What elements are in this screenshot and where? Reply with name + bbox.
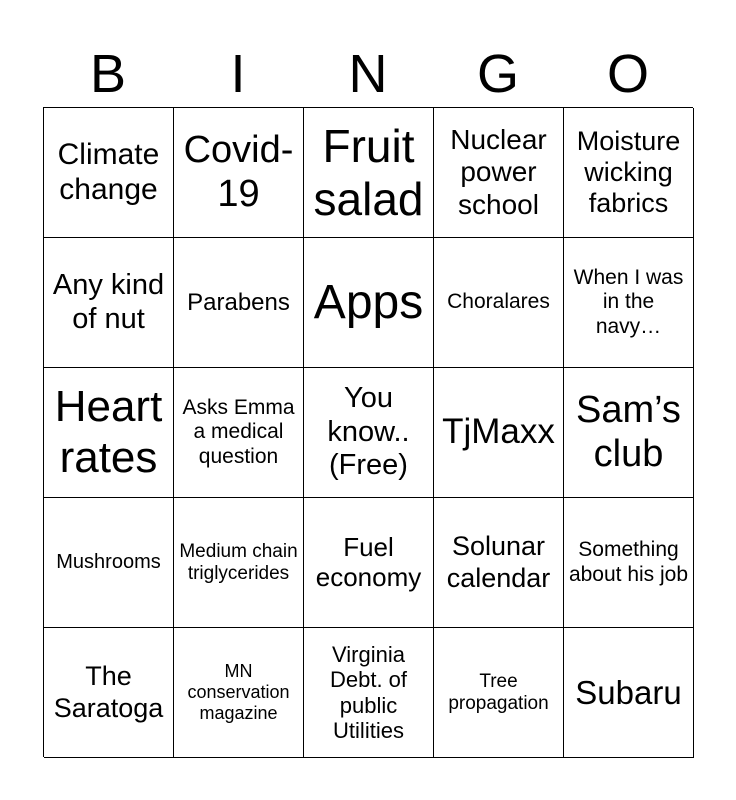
bingo-cell[interactable] xyxy=(564,368,694,498)
bingo-cell[interactable] xyxy=(44,238,174,368)
cell-text: Subaru xyxy=(575,673,682,711)
bingo-cell[interactable] xyxy=(434,498,564,628)
header-letter-g: G xyxy=(476,44,519,104)
cell-text: Fuel economy xyxy=(315,531,422,592)
bingo-header xyxy=(43,40,693,108)
cell-text: Heart rates xyxy=(54,381,163,482)
bingo-cell[interactable] xyxy=(304,108,434,238)
cell-text: Solunar calendar xyxy=(446,531,551,593)
bingo-cell[interactable] xyxy=(304,368,434,498)
bingo-cell[interactable] xyxy=(44,108,174,238)
cell-text: Sam’s club xyxy=(576,388,681,475)
bingo-cell[interactable] xyxy=(174,368,304,498)
cell-text: Choralares xyxy=(447,290,550,314)
cell-text: Fruit salad xyxy=(313,119,424,225)
cell-text: Asks Emma a medical question xyxy=(182,396,295,468)
bingo-cell[interactable] xyxy=(174,108,304,238)
bingo-board xyxy=(43,107,693,757)
bingo-cell[interactable] xyxy=(434,108,564,238)
bingo-cell[interactable] xyxy=(434,368,564,498)
bingo-cell[interactable] xyxy=(44,628,174,758)
cell-text: The Saratoga xyxy=(53,661,164,723)
bingo-cell[interactable] xyxy=(434,628,564,758)
cell-text: Tree propagation xyxy=(448,670,549,714)
header-letter-i: I xyxy=(230,44,246,104)
bingo-cell[interactable] xyxy=(174,238,304,368)
bingo-cell[interactable] xyxy=(174,628,304,758)
bingo-cell[interactable] xyxy=(564,628,694,758)
bingo-cell[interactable] xyxy=(304,628,434,758)
cell-text: Mushrooms xyxy=(56,551,161,573)
cell-text: When I was in the navy… xyxy=(573,266,684,338)
cell-text: Medium chain triglycerides xyxy=(179,540,298,584)
cell-text: Any kind of nut xyxy=(52,269,165,335)
header-letter-n: N xyxy=(348,44,388,104)
header-letter-o: O xyxy=(606,44,649,104)
cell-text: MN conservation magazine xyxy=(187,661,290,723)
cell-text: Apps xyxy=(313,275,424,329)
bingo-cell[interactable] xyxy=(44,498,174,628)
cell-text: Nuclear power school xyxy=(450,124,547,220)
cell-text: Virginia Debt. of public Utilities xyxy=(329,641,408,743)
cell-text: Covid-19 xyxy=(183,128,294,215)
bingo-cell[interactable] xyxy=(304,498,434,628)
bingo-cell[interactable] xyxy=(174,498,304,628)
bingo-cell[interactable] xyxy=(434,238,564,368)
cell-text: Parabens xyxy=(187,288,290,316)
bingo-cell[interactable] xyxy=(564,238,694,368)
bingo-cell[interactable] xyxy=(44,368,174,498)
bingo-cell[interactable] xyxy=(564,108,694,238)
cell-text: Something about his job xyxy=(568,538,689,586)
cell-text: Moisture wicking fabrics xyxy=(576,125,681,219)
bingo-cell[interactable] xyxy=(304,238,434,368)
cell-text: Climate change xyxy=(57,138,160,206)
header-letter-b: B xyxy=(89,44,127,104)
bingo-cell[interactable] xyxy=(564,498,694,628)
cell-text: You know.. (Free) xyxy=(327,382,410,482)
cell-text: TjMaxx xyxy=(442,412,555,452)
